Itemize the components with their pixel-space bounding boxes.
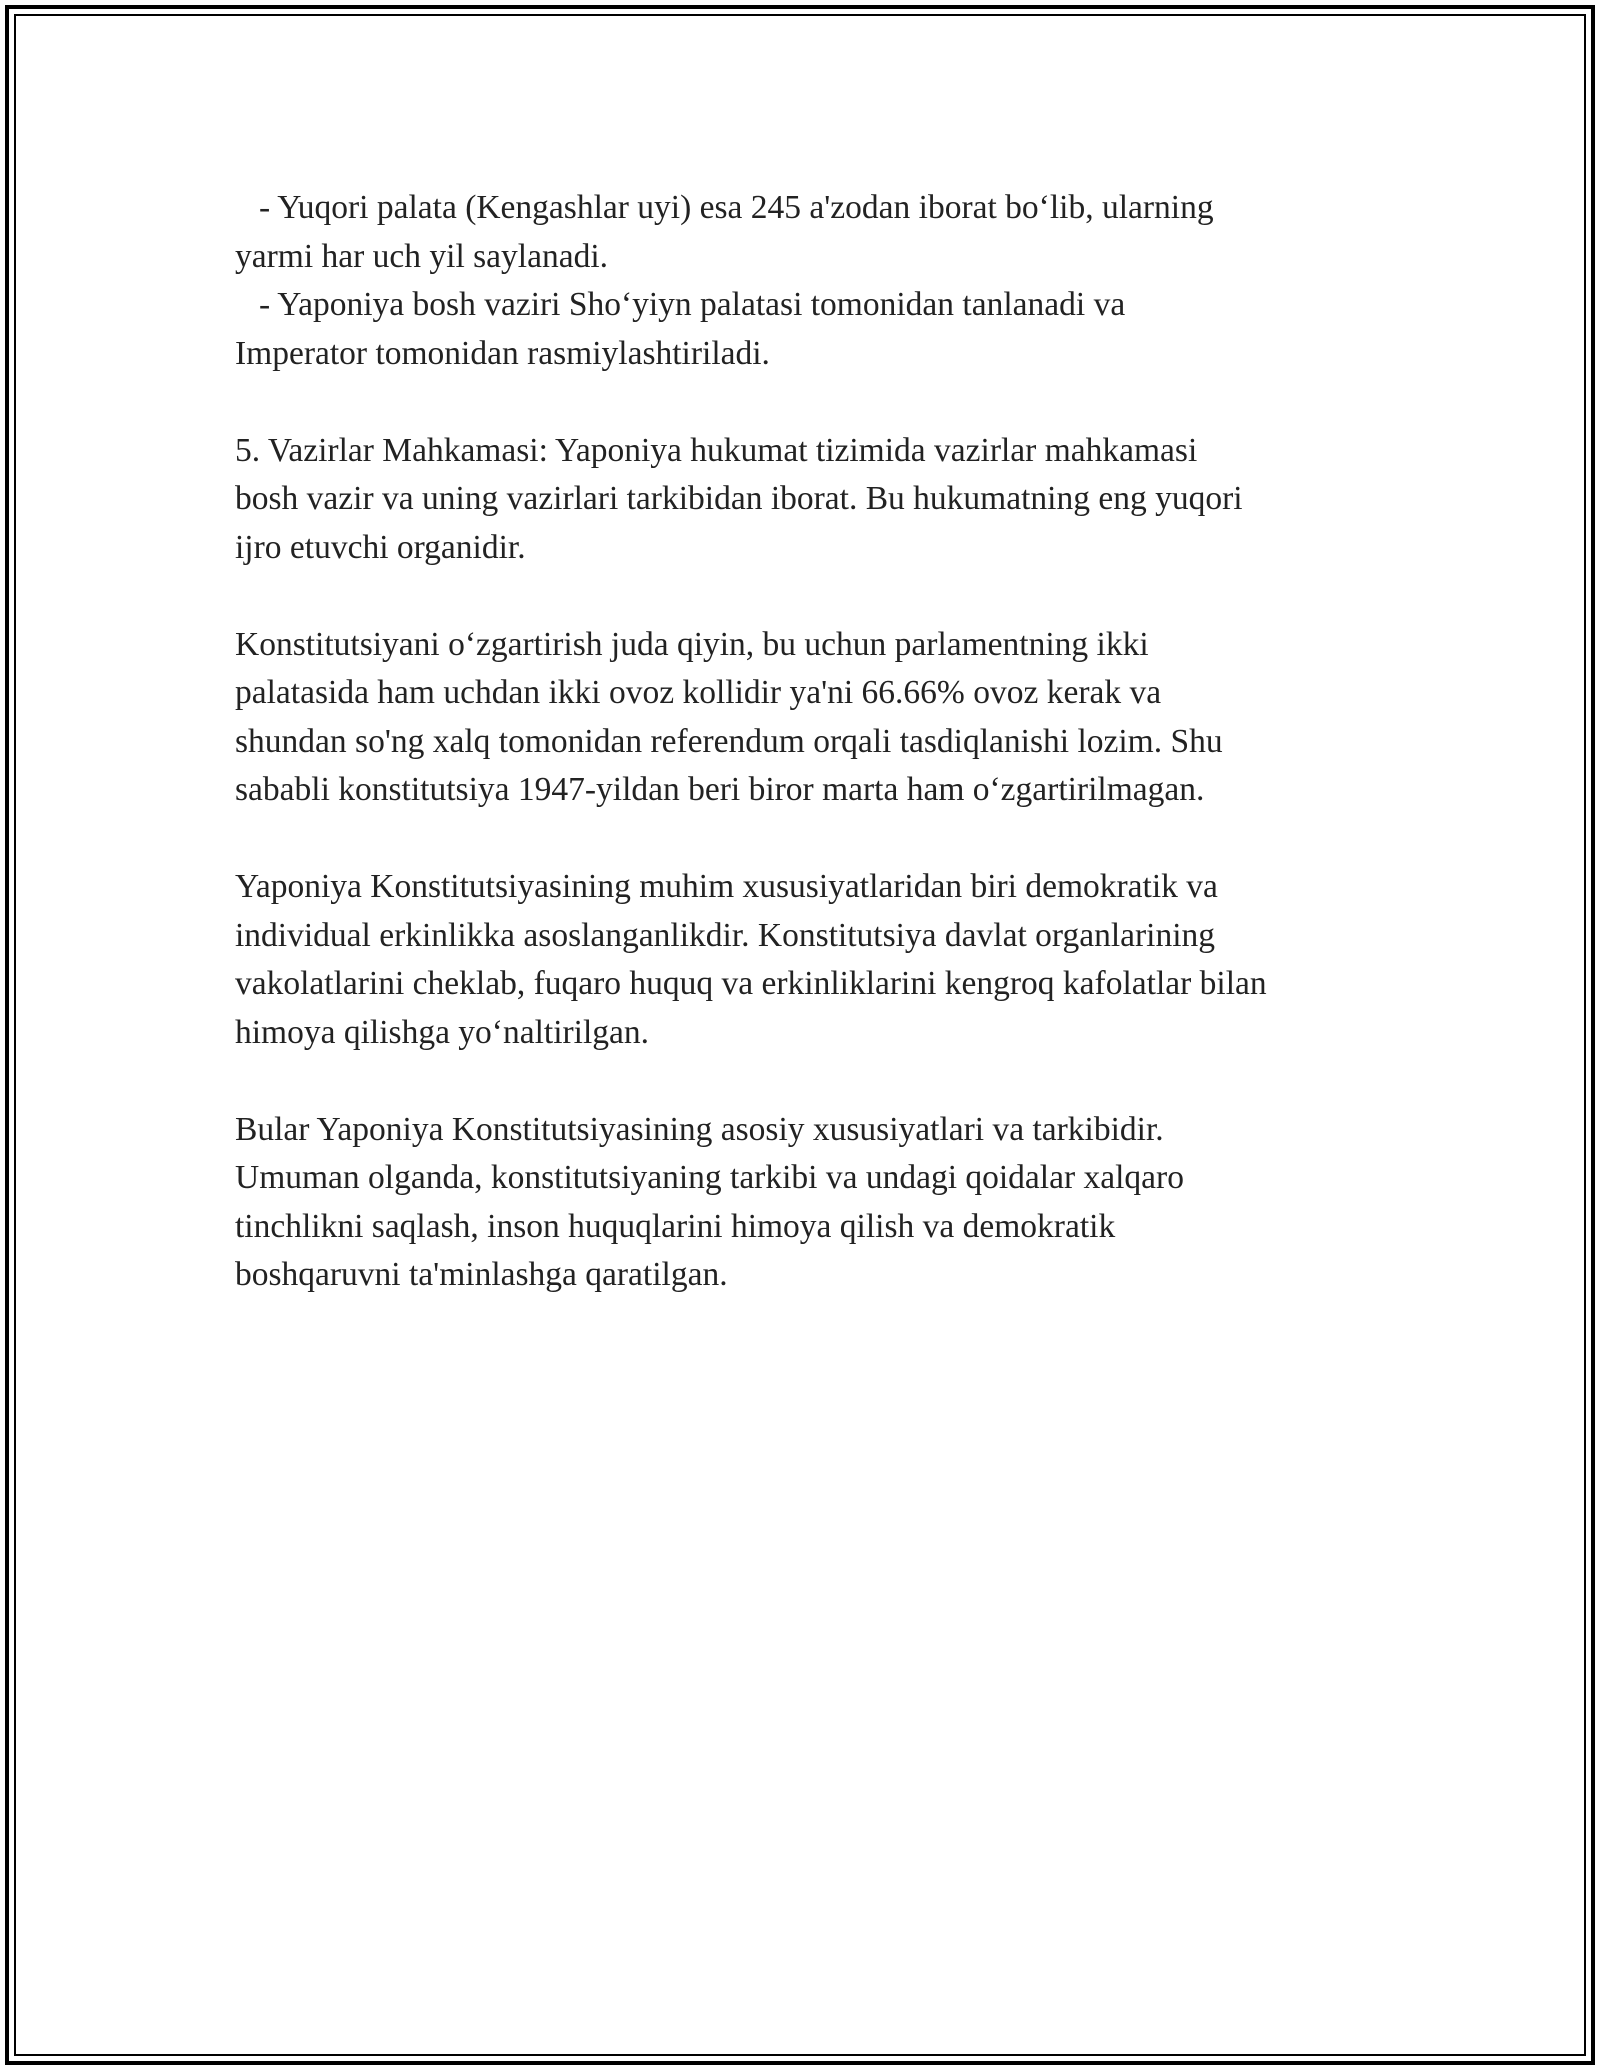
- text-line: boshqaruvni ta'minlashga qaratilgan.: [235, 1256, 728, 1293]
- amendment-paragraph: [235, 621, 1385, 815]
- text-line: yarmi har uch yil saylanadi.: [235, 237, 609, 275]
- text-line: Bular Yaponiya Konstitutsiyasining asosiy xususiyatlari va tarkibidir.: [235, 1110, 1164, 1148]
- features-paragraph: [235, 863, 1385, 1057]
- paragraph-gap: [235, 572, 1385, 621]
- conclusion-paragraph: [235, 1106, 1385, 1300]
- cabinet-paragraph: [235, 427, 1385, 573]
- text-line: - Yuqori palata (Kengashlar uyi) esa 245 a'zodan iborat bo‘lib, ularning: [259, 189, 1214, 226]
- text-line: tinchlikni saqlash, inson huquqlarini himoya qilish va demokratik: [235, 1207, 1116, 1245]
- text-line: Umuman olganda, konstitutsiyaning tarkibi va undagi qoidalar xalqaro: [235, 1159, 1184, 1196]
- text-line: - Yaponiya bosh vaziri Sho‘yiyn palatasi tomonidan tanlanadi va: [259, 286, 1126, 323]
- parliament-paragraph: [235, 184, 1385, 378]
- paragraph-gap: [235, 815, 1385, 864]
- paragraph-gap: [235, 1057, 1385, 1106]
- text-line: Konstitutsiyani o‘zgartirish juda qiyin, bu uchun parlamentning ikki: [235, 625, 1149, 663]
- text-line: vakolatlarini cheklab, fuqaro huquq va erkinliklarini kengroq kafolatlar bilan: [235, 965, 1267, 1002]
- text-line: palatasida ham uchdan ikki ovoz kollidir ya'ni 66.66% ovoz kerak va: [235, 674, 1162, 711]
- text-line: sababli konstitutsiya 1947-yildan beri biror marta ham o‘zgartirilmagan.: [235, 771, 1205, 808]
- text-line: himoya qilishga yo‘naltirilgan.: [235, 1013, 650, 1051]
- text-line: individual erkinlikka asoslanganlikdir. Konstitutsiya davlat organlarining: [235, 916, 1216, 954]
- text-line: ijro etuvchi organidir.: [235, 528, 526, 566]
- text-line: 5. Vazirlar Mahkamasi: Yaponiya hukumat tizimida vazirlar mahkamasi: [235, 431, 1198, 469]
- text-line: Imperator tomonidan rasmiylashtiriladi.: [235, 334, 770, 372]
- text-line: Yaponiya Konstitutsiyasining muhim xususiyatlaridan biri demokratik va: [235, 868, 1218, 905]
- paragraph-gap: [235, 378, 1385, 427]
- document-body: [235, 184, 1385, 1300]
- text-line: shundan so'ng xalq tomonidan referendum orqali tasdiqlanishi lozim. Shu: [235, 722, 1223, 760]
- text-line: bosh vazir va uning vazirlari tarkibidan iborat. Bu hukumatning eng yuqori: [235, 480, 1243, 517]
